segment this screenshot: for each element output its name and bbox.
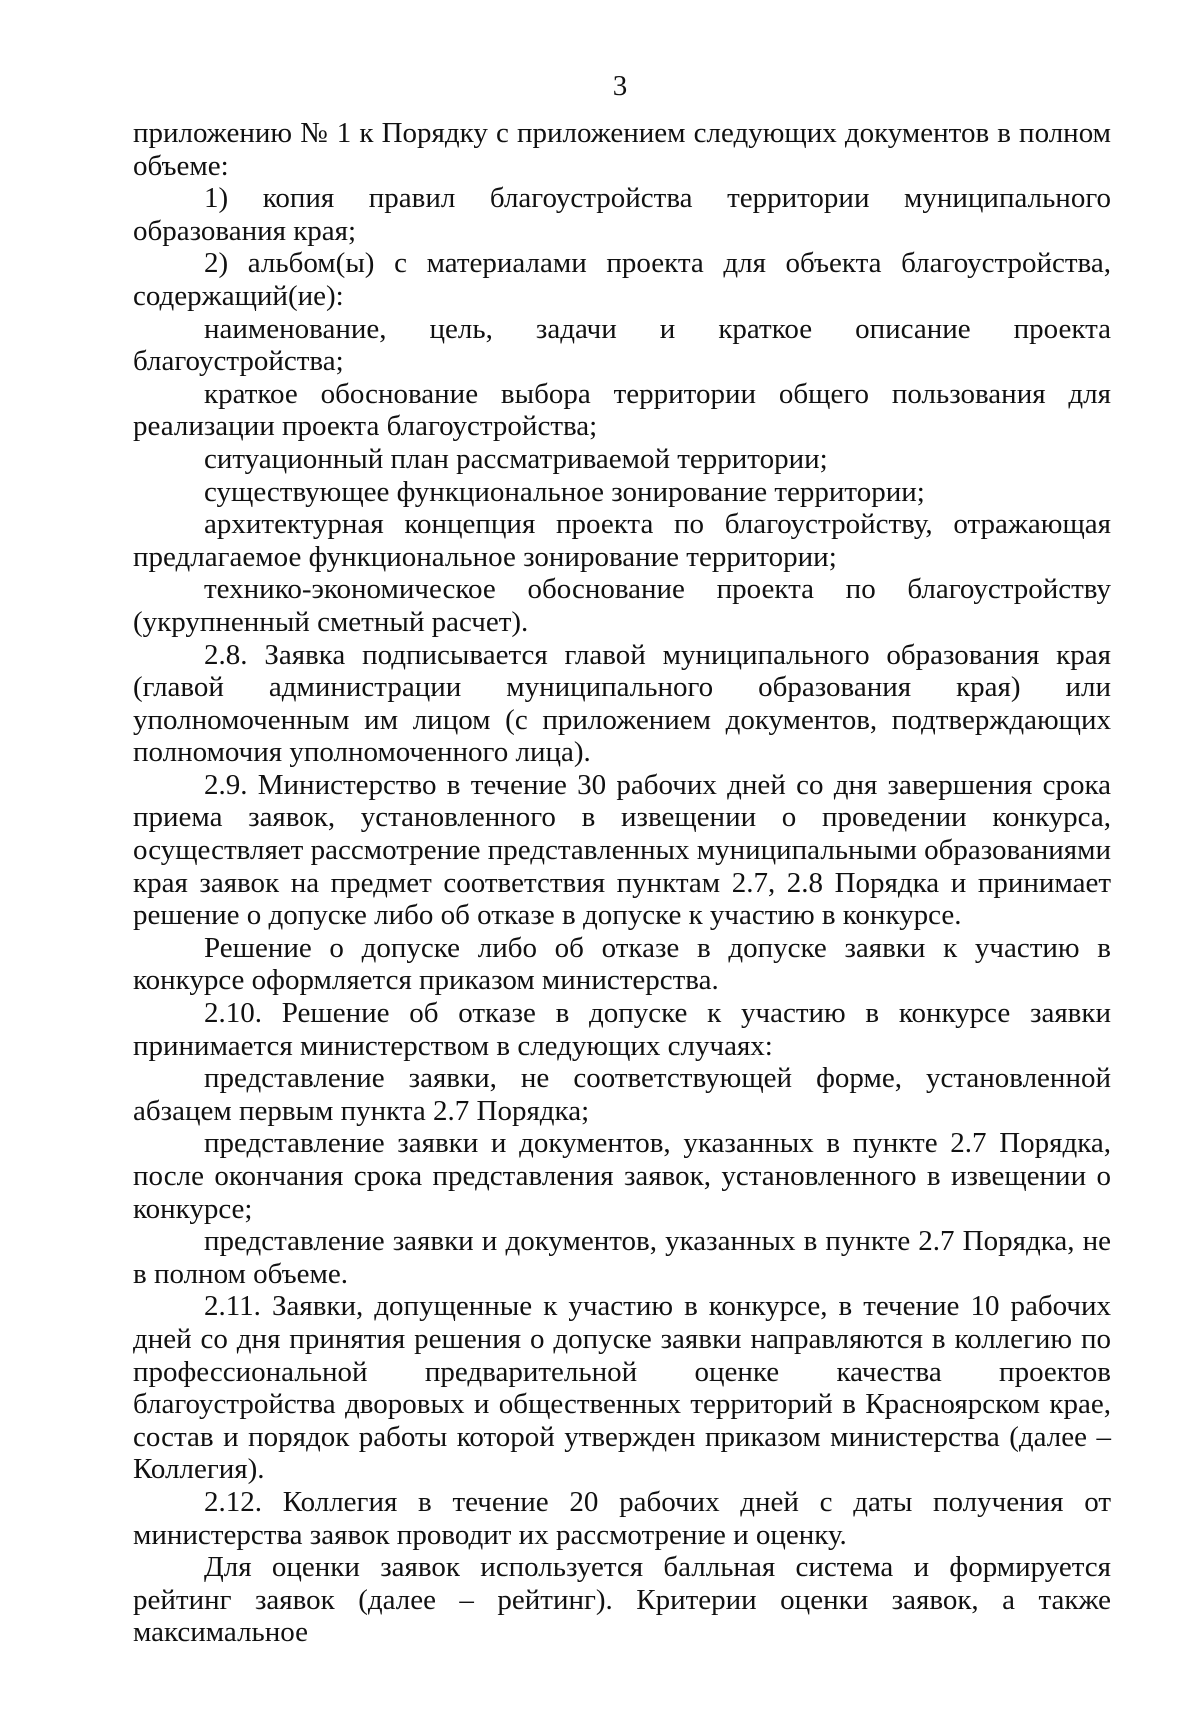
paragraph-clause-2-11: 2.11. Заявки, допущенные к участию в конкурсе, в течение 10 рабочих дней со дня принятия решения о допуске заявки направляются в коллегию по профессиональной предварительной оценке качества проектов благоустройства дворовых и общественных территорий в Красноярском крае, состав и порядок работы которой утвержден приказом министерства (далее – Коллегия). <box>133 1290 1111 1486</box>
paragraph-item-2: 2) альбом(ы) с материалами проекта для объекта благоустройства, содержащий(ие): <box>133 247 1111 312</box>
paragraph-subitem: технико-экономическое обоснование проекта по благоустройству (укрупненный сметный расчет). <box>133 573 1111 638</box>
page-number: 3 <box>612 70 628 102</box>
paragraph-continuation: приложению № 1 к Порядку с приложением следующих документов в полном объеме: <box>133 117 1111 182</box>
paragraph-refusal-case: представление заявки, не соответствующей форме, установленной абзацем первым пункта 2.7 Порядка; <box>133 1062 1111 1127</box>
paragraph-subitem: существующее функциональное зонирование территории; <box>204 475 925 508</box>
paragraph-subitem: архитектурная концепция проекта по благоустройству, отражающая предлагаемое функциональное зонирование территории; <box>133 508 1111 573</box>
paragraph-refusal-case: представление заявки и документов, указанных в пункте 2.7 Порядка, после окончания срока представления заявок, установленного в извещении о конкурсе; <box>133 1127 1111 1225</box>
paragraph-clause-2-8: 2.8. Заявка подписывается главой муниципального образования края (главой администрации муниципального образования края) или уполномоченным им лицом (с приложением документов, подтверждающих полномочия уполномоченного лица). <box>133 638 1111 769</box>
paragraph-subitem: ситуационный план рассматриваемой территории; <box>204 442 828 475</box>
paragraph-decision: Решение о допуске либо об отказе в допуске заявки к участию в конкурсе оформляется приказом министерства. <box>133 931 1111 997</box>
paragraph-clause-2-12: 2.12. Коллегия в течение 20 рабочих дней с даты получения от министерства заявок проводит их рассмотрение и оценку. <box>133 1485 1111 1551</box>
paragraph-rating: Для оценки заявок используется балльная система и формируется рейтинг заявок (далее – рейтинг). Критерии оценки заявок, а также максимальное <box>133 1551 1111 1649</box>
paragraph-item-1: 1) копия правил благоустройства территории муниципального образования края; <box>133 182 1111 247</box>
paragraph-clause-2-10: 2.10. Решение об отказе в допуске к участию в конкурсе заявки принимается министерством в следующих случаях: <box>133 997 1111 1062</box>
paragraph-subitem: краткое обоснование выбора территории общего пользования для реализации проекта благоустройства; <box>133 377 1111 443</box>
paragraph-subitem: наименование, цель, задачи и краткое описание проекта благоустройства; <box>133 312 1111 378</box>
document-body <box>133 117 1111 1649</box>
paragraph-clause-2-9: 2.9. Министерство в течение 30 рабочих дней со дня завершения срока приема заявок, установленного в извещении о проведении конкурса, осуществляет рассмотрение представленных муниципальными образованиями края заявок на предмет соответствия пунктам 2.7, 2.8 Порядка и принимает решение о допуске либо об отказе в допуске к участию в конкурсе. <box>133 768 1111 932</box>
paragraph-refusal-case: представление заявки и документов, указанных в пункте 2.7 Порядка, не в полном объеме. <box>133 1225 1111 1290</box>
